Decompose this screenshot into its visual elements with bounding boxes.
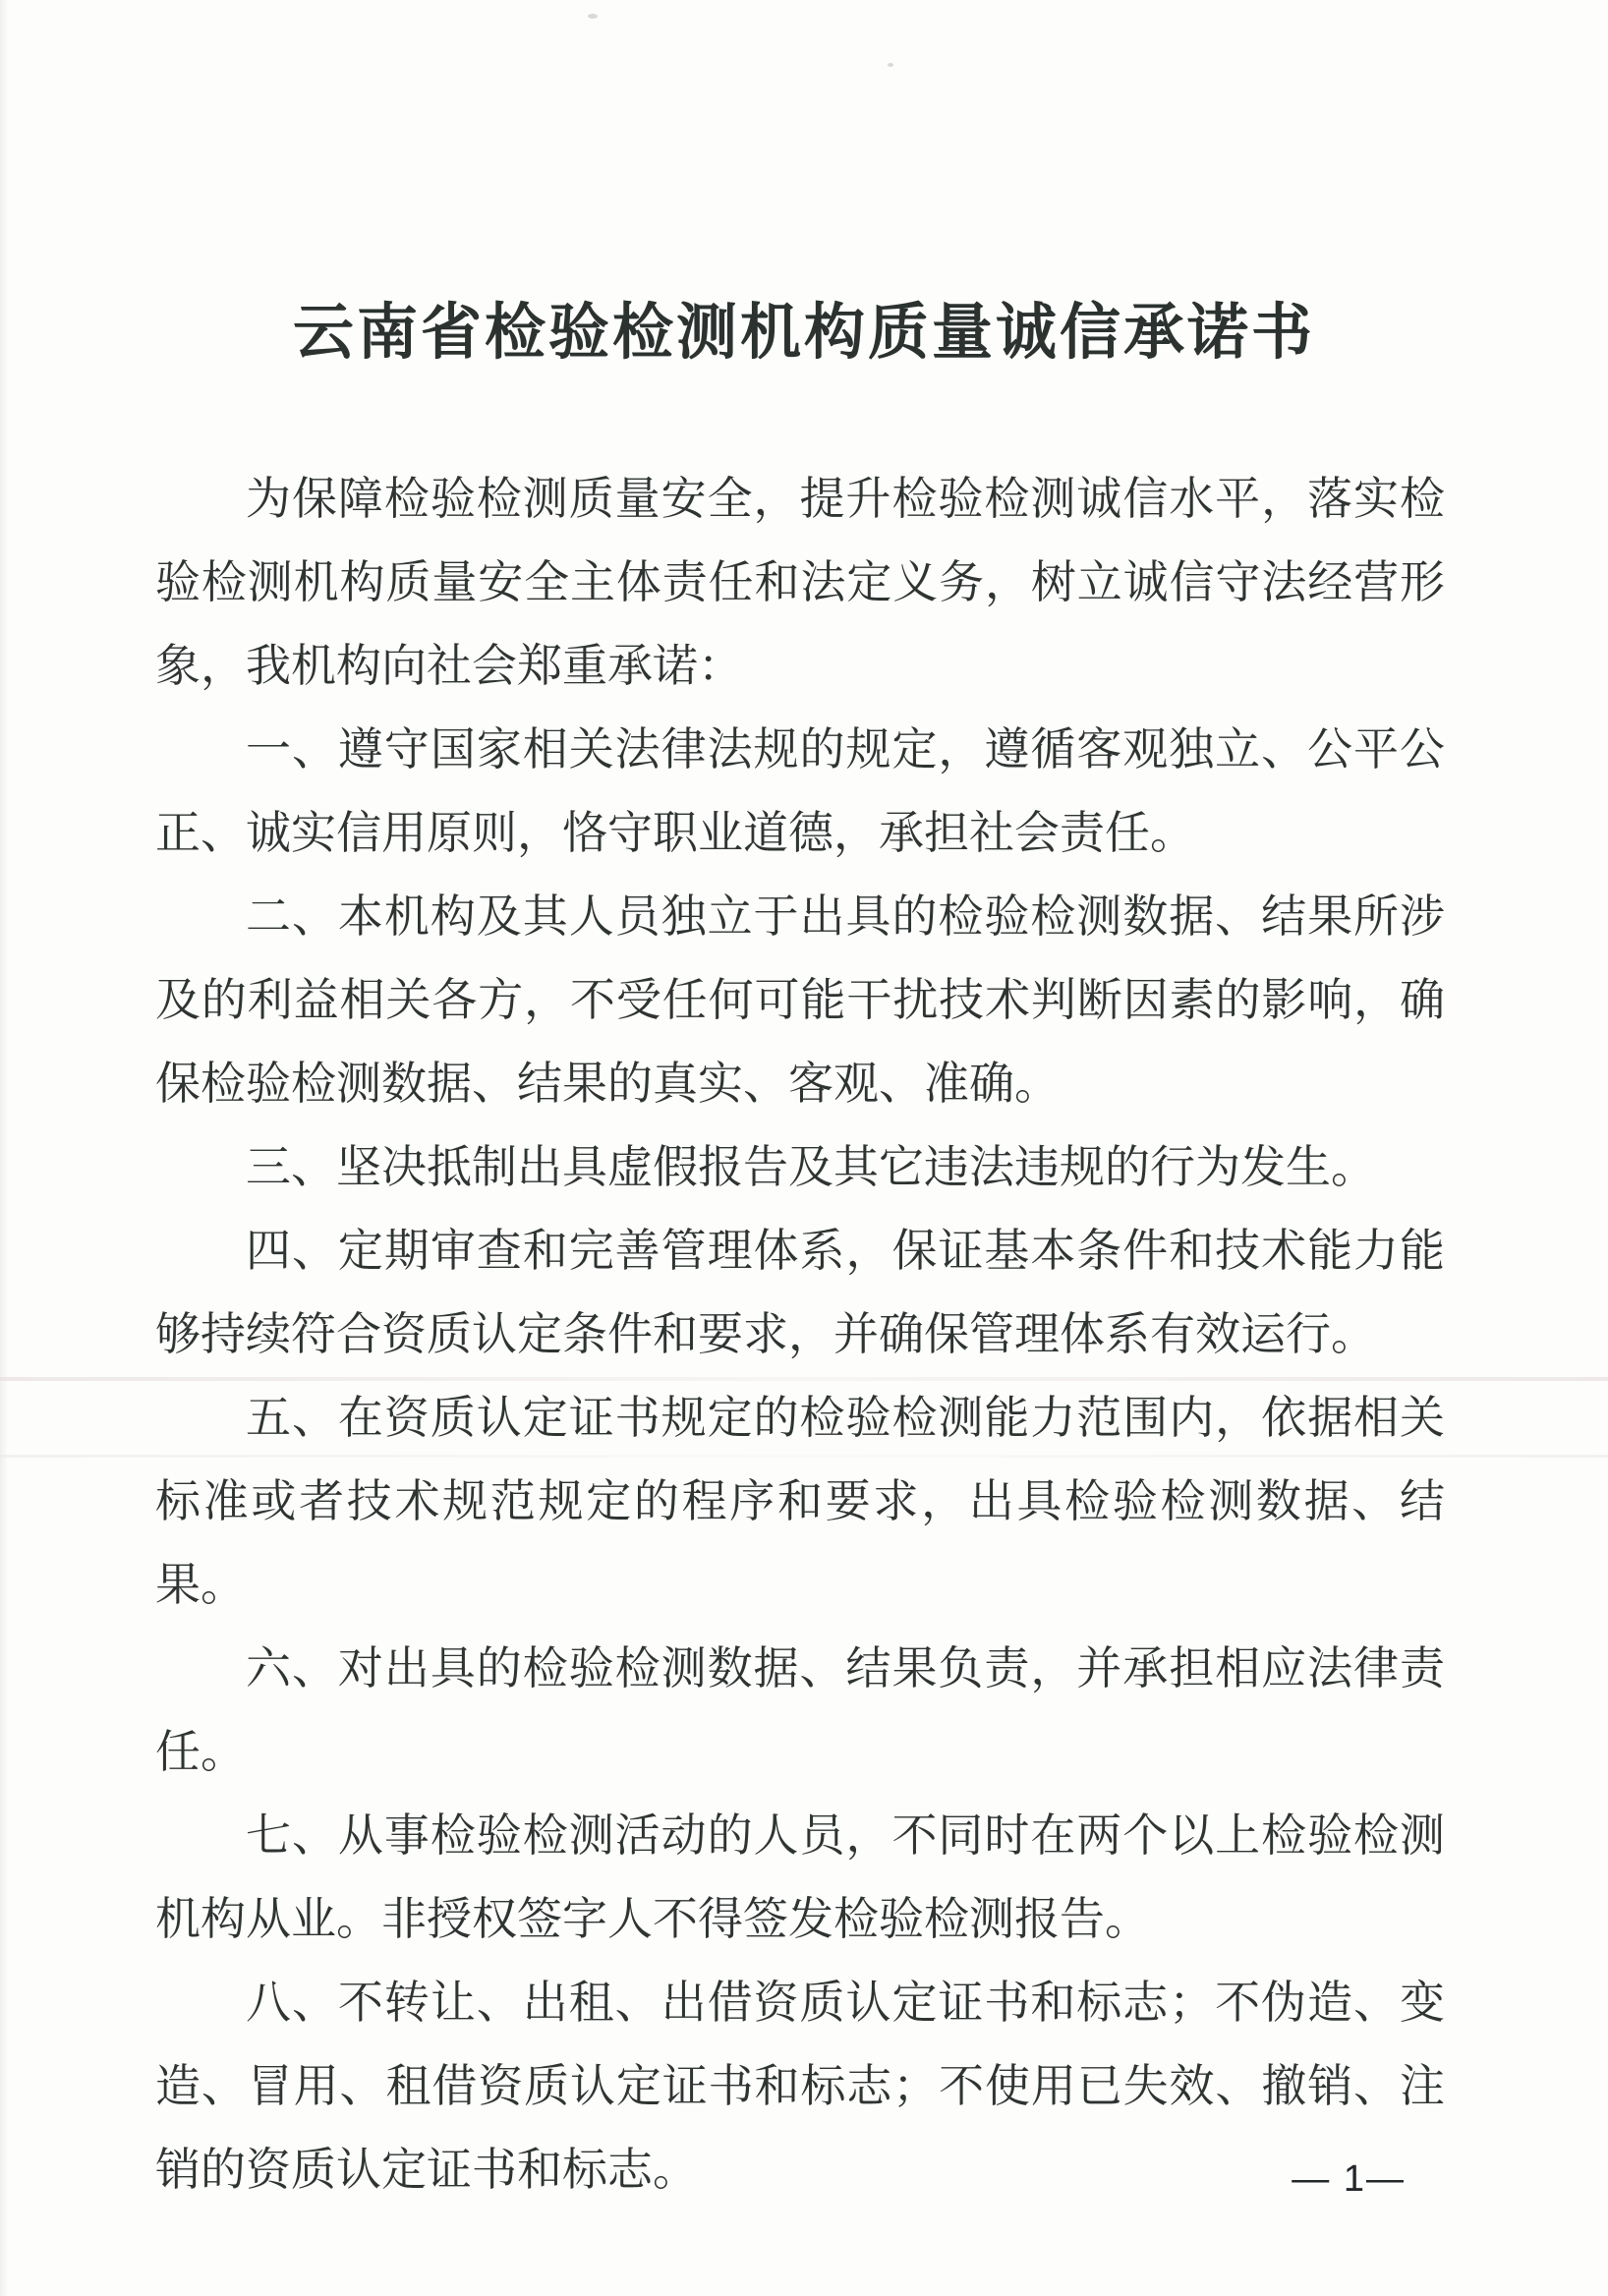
paragraph-intro: 为保障检验检测质量安全，提升检验检测诚信水平，落实检验检测机构质量安全主体责任和法定义务，树立诚信守法经营形象，我机构向社会郑重承诺：	[155, 473, 1445, 691]
paragraph-item-2: 二、本机构及其人员独立于出具的检验检测数据、结果所涉及的利益相关各方，不受任何可能干扰技术判断因素的影响，确保检验检测数据、结果的真实、客观、准确。	[155, 890, 1445, 1109]
paragraph-item-6: 六、对出具的检验检测数据、结果负责，并承担相应法律责任。	[155, 1642, 1445, 1777]
paragraph-item-7: 七、从事检验检测活动的人员，不同时在两个以上检验检测机构从业。非授权签字人不得签发检验检测报告。	[155, 1809, 1445, 1944]
paragraph-item-3: 三、坚决抵制出具虚假报告及其它违法违规的行为发生。	[246, 1141, 1376, 1192]
document-body	[155, 457, 1445, 2211]
document-title: 云南省检验检测机构质量诚信承诺书	[292, 299, 1315, 367]
paragraph-item-8: 八、不转让、出租、出借资质认定证书和标志；不伪造、变造、冒用、租借资质认定证书和标志；不使用已失效、撤销、注销的资质认定证书和标志。	[155, 1977, 1445, 2195]
scan-speck	[588, 14, 598, 19]
paragraph-item-5: 五、在资质认定证书规定的检验检测能力范围内，依据相关标准或者技术规范规定的程序和要求，出具检验检测数据、结果。	[155, 1392, 1445, 1610]
scan-speck	[888, 63, 893, 67]
paragraph-item-1: 一、遵守国家相关法律法规的规定，遵循客观独立、公平公正、诚实信用原则，恪守职业道德，承担社会责任。	[155, 723, 1445, 858]
page-number: — 1—	[1292, 2158, 1406, 2200]
paragraph-item-4: 四、定期审查和完善管理体系，保证基本条件和技术能力能够持续符合资质认定条件和要求，并确保管理体系有效运行。	[155, 1225, 1445, 1359]
